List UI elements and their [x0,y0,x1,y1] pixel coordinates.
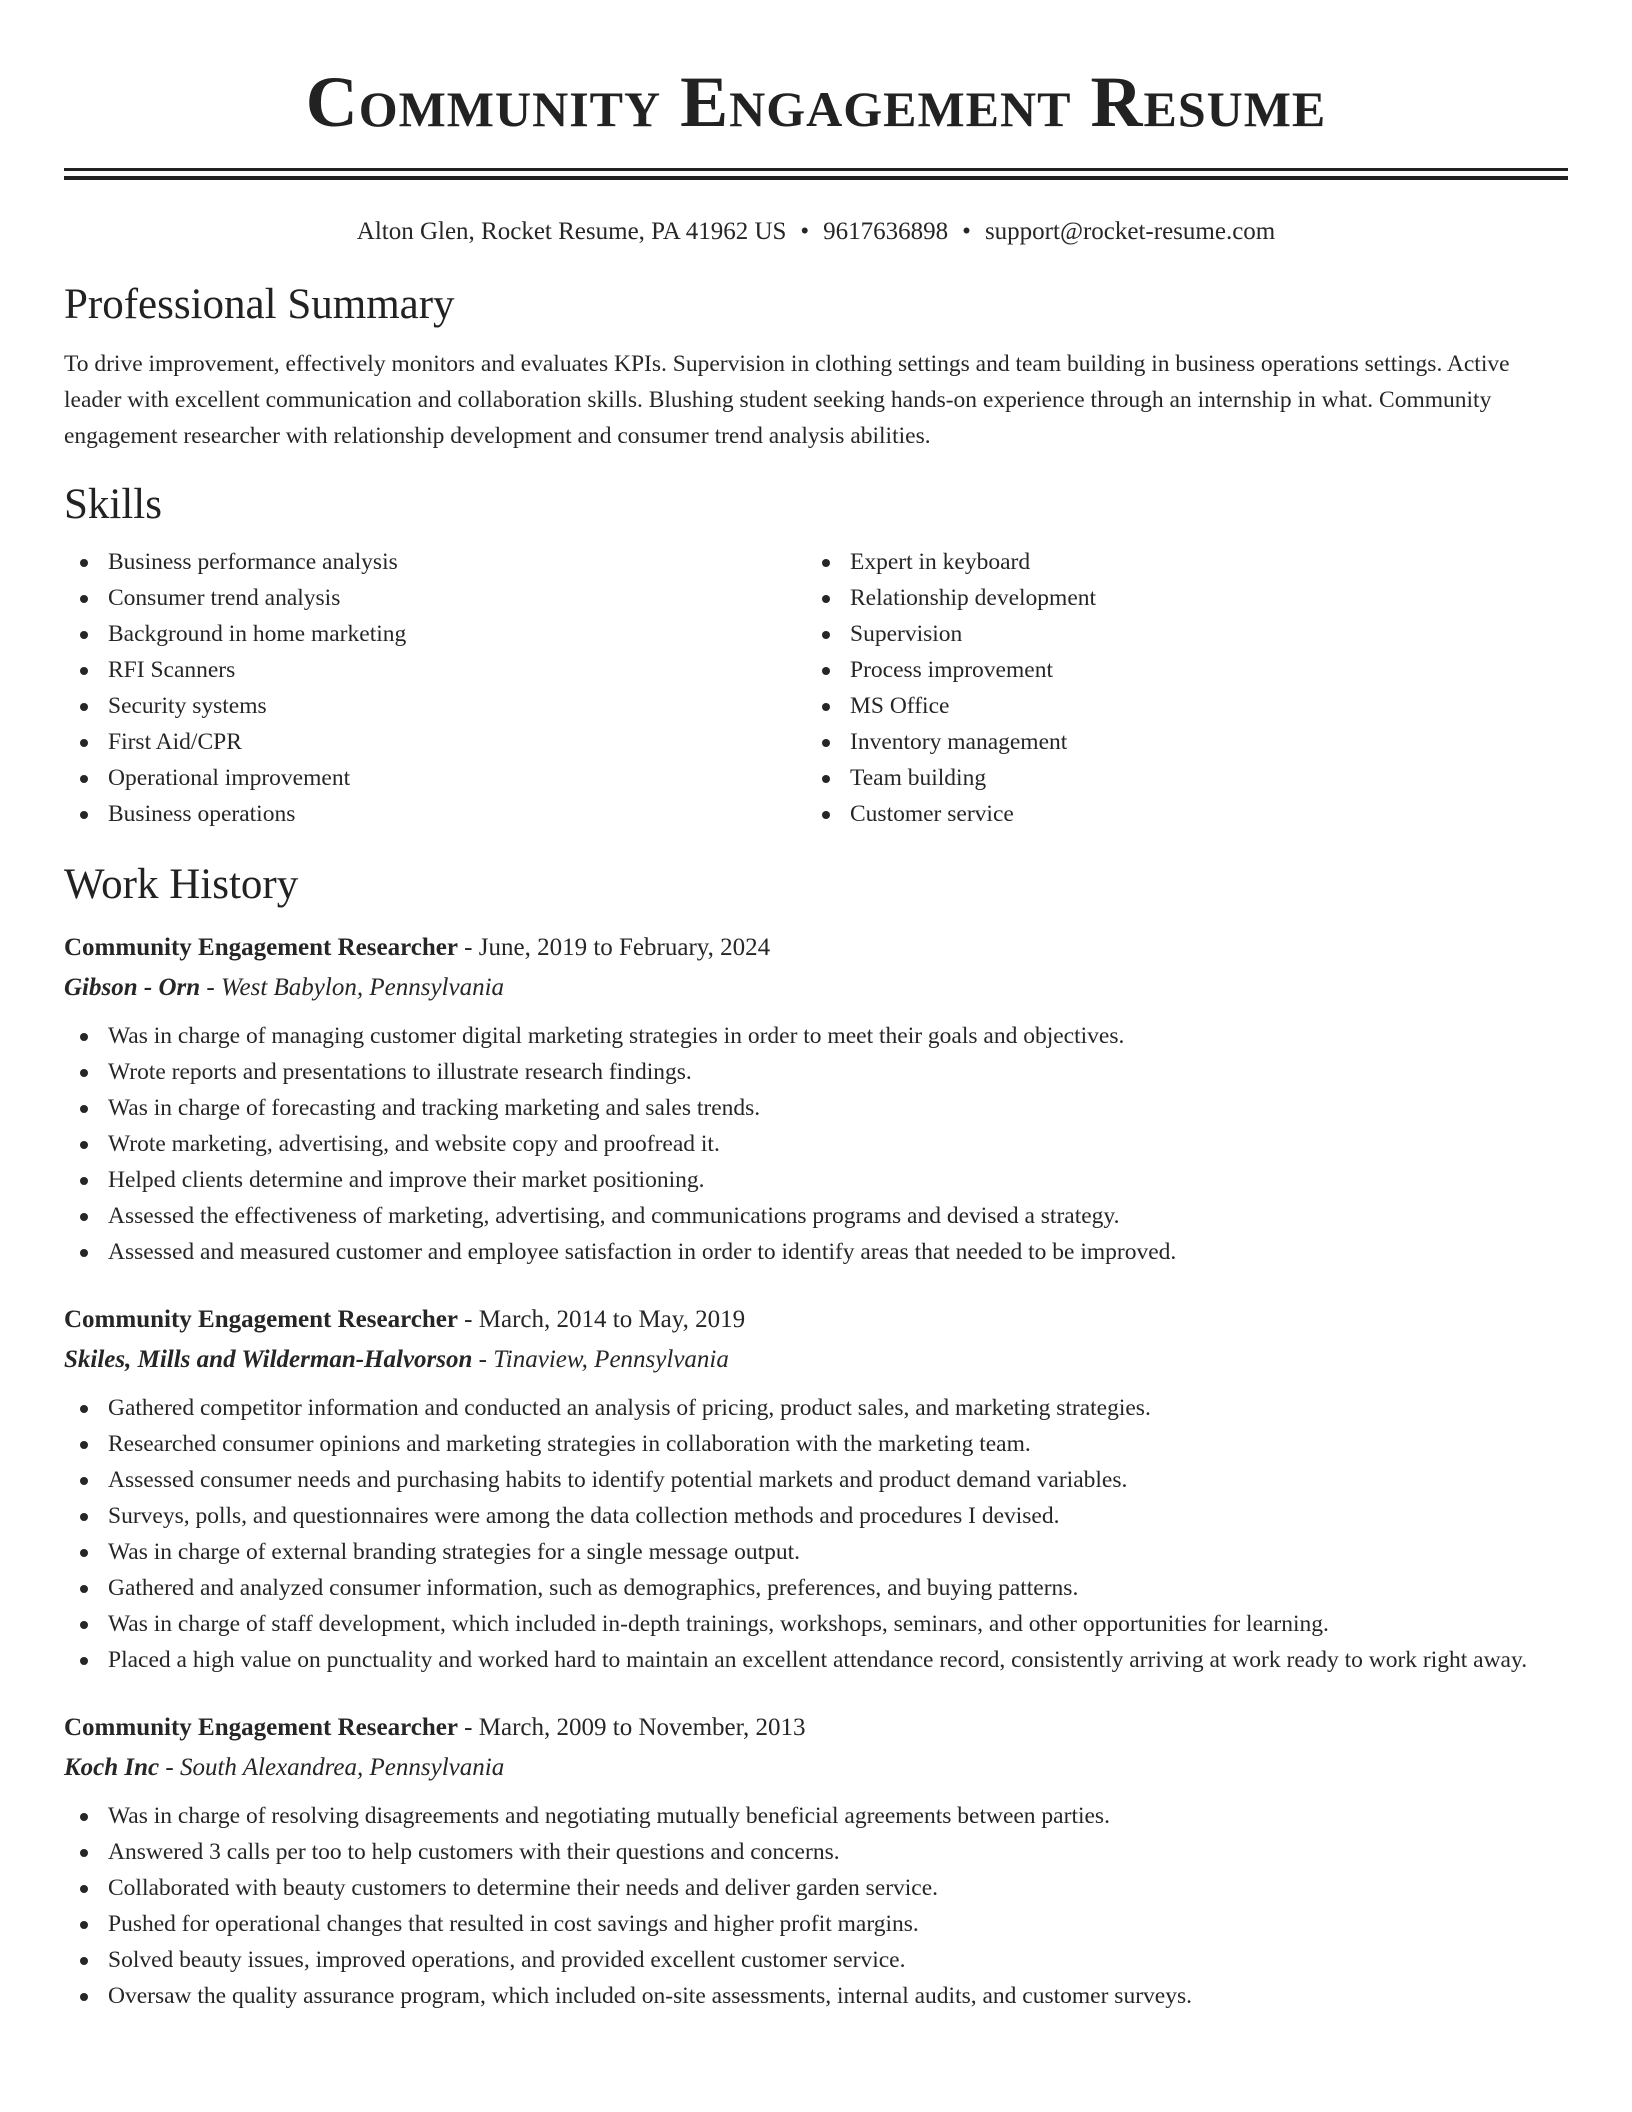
job-duties [64,1018,1568,1270]
duty-item: Assessed the effectiveness of marketing, advertising, and communications programs and devised a strategy. [64,1198,1568,1234]
duty-item: Researched consumer opinions and marketing strategies in collaboration with the marketing team. [64,1426,1568,1462]
skill-item: Consumer trend analysis [64,580,806,616]
contact-email: support@rocket-resume.com [984,218,1276,245]
skills-column-left [64,544,806,832]
duty-item: Answered 3 calls per too to help customers with their questions and concerns. [64,1834,1568,1870]
job-location: - West Babylon, Pennsylvania [200,974,505,1001]
skill-item: Expert in keyboard [806,544,1548,580]
job-entry [64,928,1568,1270]
job-location: - South Alexandrea, Pennsylvania [159,1754,505,1781]
skill-item: Team building [806,760,1548,796]
job-location: - Tinaview, Pennsylvania [472,1346,729,1373]
job-title: Community Engagement Researcher [64,1306,458,1333]
duty-item: Assessed consumer needs and purchasing habits to identify potential markets and product demand variables. [64,1462,1568,1498]
skill-item: MS Office [806,688,1548,724]
skills-column-right [806,544,1548,832]
skill-item: Process improvement [806,652,1548,688]
employer-name: Skiles, Mills and Wilderman-Halvorson [64,1346,473,1373]
duty-item: Placed a high value on punctuality and worked hard to maintain an excellent attendance record, consistently arriving at work ready to work right away. [64,1642,1568,1678]
skill-item: Business operations [64,796,806,832]
job-title: Community Engagement Researcher [64,1714,458,1741]
work-history-heading: Work History [64,861,299,908]
duty-item: Pushed for operational changes that resulted in cost savings and higher profit margins. [64,1906,1568,1942]
duty-item: Helped clients determine and improve their market positioning. [64,1162,1568,1198]
job-duties [64,1798,1568,2014]
employer-name: Gibson - Orn [64,974,201,1001]
job-dates: - June, 2019 to February, 2024 [457,934,771,961]
skill-item: Operational improvement [64,760,806,796]
contact-address: Alton Glen, Rocket Resume, PA 41962 US [356,218,787,245]
employer-line [64,968,1568,1008]
duty-item: Oversaw the quality assurance program, which included on-site assessments, internal audits, and customer surveys. [64,1978,1568,2014]
job-title-line [64,928,1568,968]
employer-name: Koch Inc [64,1754,160,1781]
duty-item: Was in charge of staff development, which included in-depth trainings, workshops, seminars, and other opportunities for learning. [64,1606,1568,1642]
employer-line [64,1340,1568,1380]
skill-item: Background in home marketing [64,616,806,652]
duty-item: Wrote marketing, advertising, and website copy and proofread it. [64,1126,1568,1162]
duty-item: Collaborated with beauty customers to determine their needs and deliver garden service. [64,1870,1568,1906]
skill-item: Relationship development [806,580,1548,616]
job-entry [64,1300,1568,1678]
duty-item: Assessed and measured customer and employee satisfaction in order to identify areas that needed to be improved. [64,1234,1568,1270]
job-title-line [64,1300,1568,1340]
skill-item: Inventory management [806,724,1548,760]
duty-item: Gathered competitor information and conducted an analysis of pricing, product sales, and marketing strategies. [64,1390,1568,1426]
job-duties [64,1390,1568,1678]
job-dates: - March, 2014 to May, 2019 [457,1306,746,1333]
duty-item: Was in charge of external branding strategies for a single message output. [64,1534,1568,1570]
skill-item: Security systems [64,688,806,724]
summary-text: To drive improvement, effectively monitors and evaluates KPIs. Supervision in clothing settings and team building in business operations settings. Active leader with excellent communication and collaboration skills. Blushing student seeking hands-on experience through an internship in what. Community engagement researcher with relationship development and consumer trend analysis abilities. [64,351,1510,449]
duty-item: Wrote reports and presentations to illustrate research findings. [64,1054,1568,1090]
summary-heading: Professional Summary [64,281,455,328]
skill-item: Customer service [806,796,1548,832]
job-entry [64,1708,1568,2014]
job-title: Community Engagement Researcher [64,934,458,961]
job-dates: - March, 2009 to November, 2013 [457,1714,806,1741]
skill-item: RFI Scanners [64,652,806,688]
contact-separator: • [800,218,810,245]
contact-phone: 9617636898 [823,218,949,245]
job-title-line [64,1708,1568,1748]
skills-heading: Skills [64,481,162,528]
page-title: Community Engagement Resume [305,62,1327,142]
skill-item: Business performance analysis [64,544,806,580]
duty-item: Gathered and analyzed consumer information, such as demographics, preferences, and buying patterns. [64,1570,1568,1606]
contact-separator: • [962,218,971,245]
skill-item: First Aid/CPR [64,724,806,760]
contact-info [64,216,1568,248]
duty-item: Was in charge of forecasting and tracking marketing and sales trends. [64,1090,1568,1126]
duty-item: Was in charge of managing customer digital marketing strategies in order to meet their goals and objectives. [64,1018,1568,1054]
skills-list [64,544,1568,832]
duty-item: Solved beauty issues, improved operations, and provided excellent customer service. [64,1942,1568,1978]
employer-line [64,1748,1568,1788]
duty-item: Was in charge of resolving disagreements and negotiating mutually beneficial agreements between parties. [64,1798,1568,1834]
skill-item: Supervision [806,616,1548,652]
title-divider-top [64,168,1568,171]
title-divider-bottom [64,176,1568,180]
duty-item: Surveys, polls, and questionnaires were among the data collection methods and procedures I devised. [64,1498,1568,1534]
